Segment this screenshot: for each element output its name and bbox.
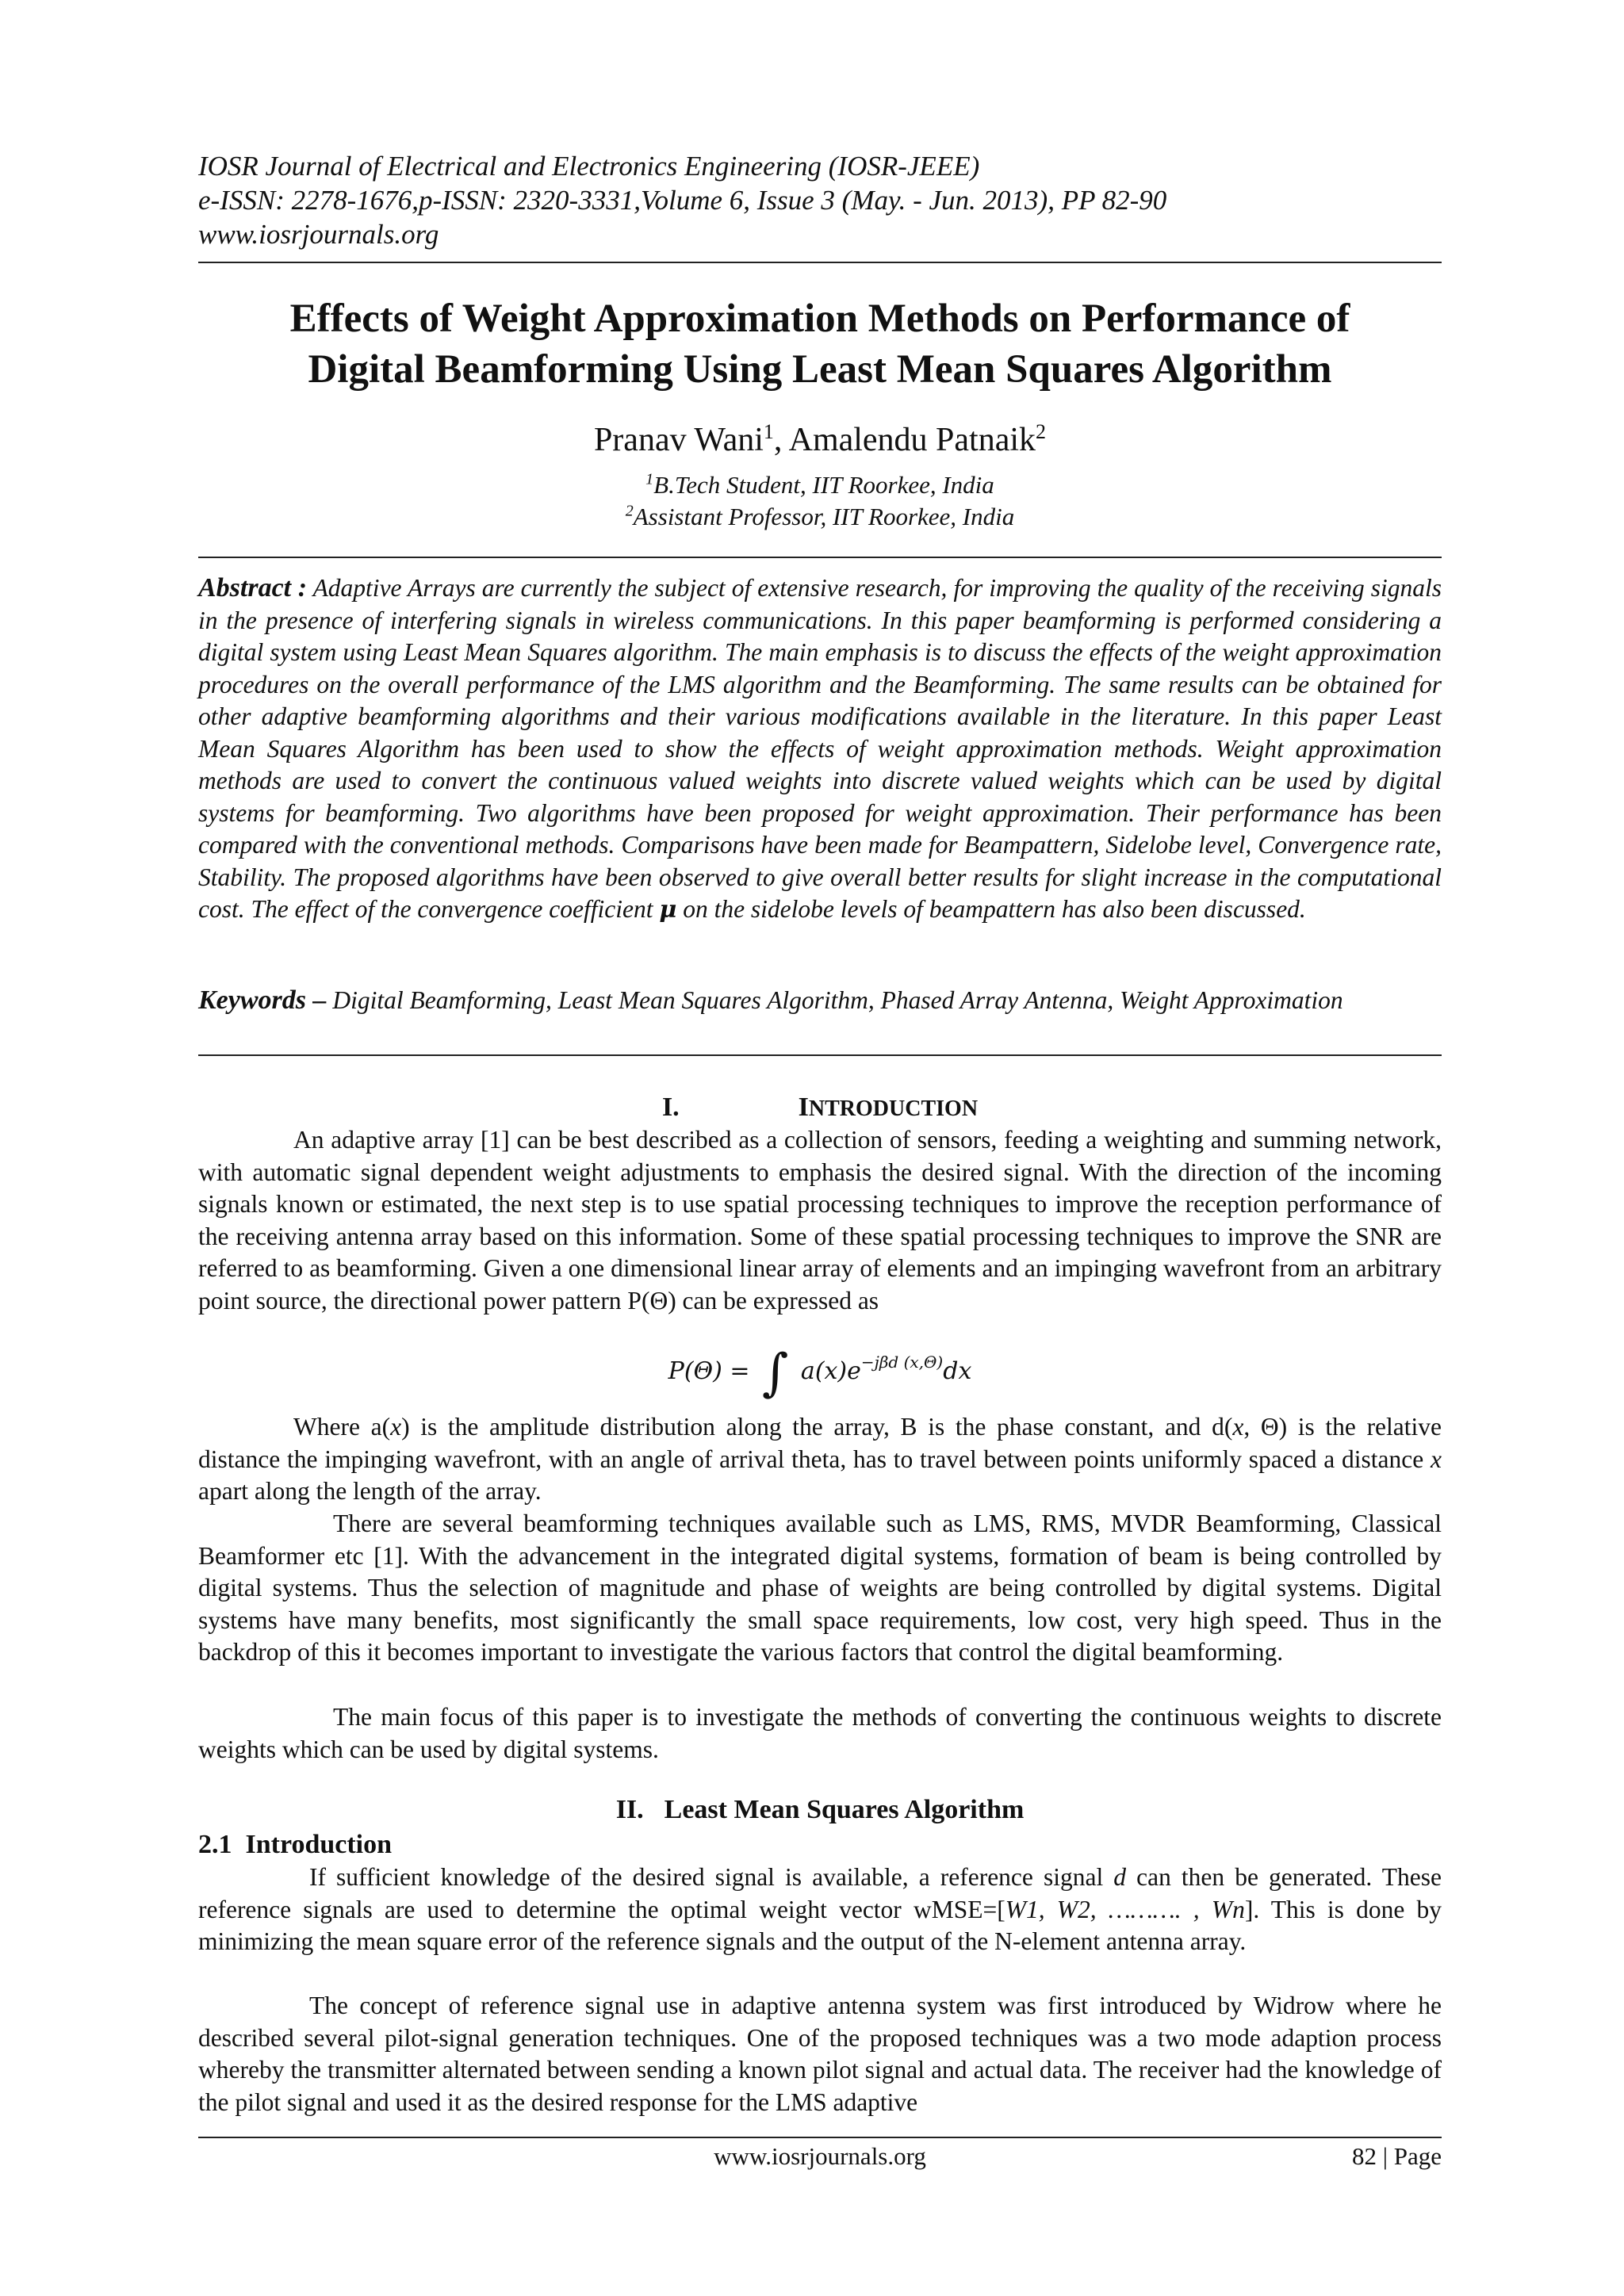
keywords-rule <box>198 1054 1442 1056</box>
lms-p1-weights: W1, W2, ………. , Wn <box>1005 1895 1245 1923</box>
section-1-number: I. <box>661 1093 680 1122</box>
lms-p1-part-b: can then be generated. These reference signals are used to determine the optimal weight vector wMSE=[ <box>198 1863 1442 1923</box>
author-separator: , <box>773 422 789 458</box>
section-1-title-initial: I <box>798 1093 809 1122</box>
abstract-rule <box>198 557 1442 558</box>
lms-p1-part-a: If sufficient knowledge of the desired signal is available, a reference signal <box>309 1863 1114 1891</box>
p2-var-x-3: x <box>1431 1445 1442 1473</box>
equation-exponent: −jβd (x,Θ) <box>860 1353 944 1372</box>
intro-paragraph-1: An adaptive array [1] can be best described as a collection of sensors, feeding a weighting and summing network, with automatic signal dependent weight adjustments to emphasis the desired signal. With the direction of the incoming signals known or estimated, the next step is to use spatial processing techniques to improve the reception performance of the receiving antenna array based on this information. Some of these spatial processing techniques to improve the SNR are referred to as beamforming. Given a one dimensional linear array of elements and an impinging wavefront from an arbitrary point source, the directional power pattern P(Θ) can be expressed as <box>198 1126 1442 1314</box>
author-1: Pranav Wani <box>593 422 764 458</box>
p2-part-c: , Θ) is the relative distance the impinging wavefront, with an angle of arrival theta, has to travel between points uniformly spaced a distance <box>198 1413 1442 1473</box>
issn-line: e-ISSN: 2278-1676,p-ISSN: 2320-3331,Volume 6, Issue 3 (May. - Jun. 2013), PP 82-90 <box>198 185 1167 216</box>
section-2-heading <box>198 1793 1442 1827</box>
affiliation-1 <box>198 469 1442 501</box>
lms-p1-part-c: ]. This is done by minimizing the mean square error of the reference signals and the output of the N-element antenna array. <box>198 1895 1442 1955</box>
header-rule <box>198 262 1442 263</box>
integral-sign: ∫ <box>762 1344 789 1402</box>
keywords <box>198 985 1442 1017</box>
title-line-1: Effects of Weight Approximation Methods on Performance of <box>289 297 1350 341</box>
affiliations <box>198 469 1442 533</box>
affiliation-2-mark: 2 <box>625 502 634 520</box>
footer-website: www.iosrjournals.org <box>714 2142 926 2170</box>
p2-part-b: ) is the amplitude distribution along the array, B is the phase constant, and d( <box>401 1413 1233 1441</box>
paper-title <box>198 293 1442 395</box>
p2-var-x-2: x <box>1232 1413 1244 1441</box>
author-1-mark: 1 <box>763 420 774 443</box>
section-2-number: II. <box>615 1795 644 1824</box>
footer-rule <box>198 2137 1442 2138</box>
affiliation-2-text: Assistant Professor, IIT Roorkee, India <box>633 503 1015 530</box>
affiliation-1-text: B.Tech Student, IIT Roorkee, India <box>653 471 994 499</box>
intro-paragraph-3: There are several beamforming techniques available such as LMS, RMS, MVDR Beamforming, Classical Beamformer etc [1]. With the advancement in the integrated digital systems, formation of beam is being controlled by digital systems. Thus the selection of magnitude and phase of weights are being controlled by digital systems. Digital systems have many benefits, most significantly the small space requirements, low cost, very high speed. Thus in the backdrop of this it becomes important to investigate the various factors that control the digital beamforming. <box>198 1510 1442 1666</box>
title-line-2: Digital Beamforming Using Least Mean Squares Algorithm <box>308 347 1332 392</box>
abstract-text-1: Adaptive Arrays are currently the subject of extensive research, for improving the quality of the receiving signals in the presence of interfering signals in wireless communications. In this paper beamforming is performed considering a digital system using Least Mean Squares algorithm. The main emphasis is to discuss the effects of the weight approximation procedures on the overall performance of the LMS algorithm and the Beamforming. The same results can be obtained for other adaptive beamforming algorithms and their various modifications available in the literature. In this paper Least Mean Squares Algorithm has been used to show the effects of weight approximation methods. Weight approximation methods are used to convert the continuous valued weights into discrete valued weights which can be used by digital systems for beamforming. Two algorithms have been proposed for weight approximation. Their performance has been compared with the conventional methods. Comparisons have been made for Beampattern, Sidelobe level, Convergence rate, Stability. The proposed algorithms have been observed to give overall better results for slight increase in the computational cost. The effect of the convergence coefficient <box>198 574 1442 923</box>
lms-paragraph-2: The concept of reference signal use in adaptive antenna system was first introduced by Widrow where he described several pilot-signal generation techniques. One of the proposed techniques was a two mode adaption process whereby the transmitter alternated between sending a known pilot signal and actual data. The receiver had the knowledge of the pilot signal and used it as the desired response for the LMS adaptive <box>198 1992 1442 2116</box>
author-2: Amalendu Patnaik <box>788 422 1036 458</box>
mu-symbol: μ <box>659 896 677 924</box>
subsection-2-1-number: 2.1 <box>198 1830 232 1859</box>
subsection-2-1-title: Introduction <box>245 1830 393 1859</box>
author-2-mark: 2 <box>1036 420 1047 443</box>
lms-paragraph-1 <box>198 1862 1442 1958</box>
keywords-text: Digital Beamforming, Least Mean Squares Algorithm, Phased Array Antenna, Weight Approximation <box>326 986 1343 1014</box>
lms-p1-var-d: d <box>1113 1863 1127 1891</box>
subsection-2-1-heading <box>198 1828 392 1862</box>
footer-page-number: 82 | Page <box>1352 2142 1442 2170</box>
intro-paragraph-2 <box>198 1411 1442 1508</box>
abstract-text-2: on the sidelobe levels of beampattern has also been discussed. <box>676 895 1306 923</box>
abstract <box>198 572 1442 927</box>
abstract-label: Abstract : <box>198 573 308 603</box>
affiliation-1-mark: 1 <box>645 470 654 488</box>
p2-part-a: Where a( <box>293 1413 391 1441</box>
p2-var-x-1: x <box>390 1413 402 1441</box>
affiliation-2 <box>198 501 1442 533</box>
section-2-title: Least Mean Squares Algorithm <box>664 1795 1025 1824</box>
section-1-title-rest: NTRODUCTION <box>808 1096 979 1121</box>
power-pattern-equation <box>198 1344 1442 1402</box>
journal-header <box>198 149 1442 251</box>
keywords-label: Keywords – <box>198 985 327 1015</box>
equation-tail: dx <box>943 1357 972 1385</box>
intro-paragraph-4: The main focus of this paper is to investigate the methods of converting the continuous weights to discrete weights which can be used by digital systems. <box>198 1703 1442 1763</box>
equation-lhs: P(Θ) = <box>668 1357 758 1385</box>
section-1-heading <box>198 1091 1442 1126</box>
p2-part-d: apart along the length of the array. <box>198 1477 542 1505</box>
author-list <box>198 420 1442 460</box>
journal-website: www.iosrjournals.org <box>198 219 439 250</box>
paper-page <box>198 0 1442 2296</box>
journal-name: IOSR Journal of Electrical and Electronics Engineering (IOSR-JEEE) <box>198 151 980 182</box>
equation-body: a(x)e <box>793 1357 861 1385</box>
